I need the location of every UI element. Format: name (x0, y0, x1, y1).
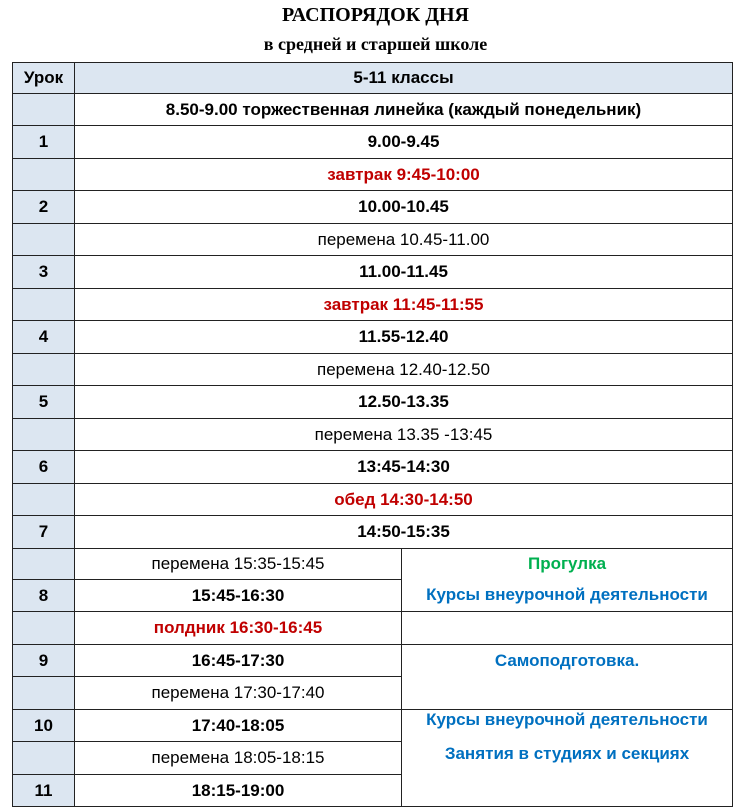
lesson-time: 14:50-15:35 (75, 516, 733, 549)
lesson-number: 11 (13, 775, 75, 807)
table-row (13, 612, 733, 645)
lesson-number-empty (13, 224, 75, 256)
table-row (13, 516, 733, 549)
table-row (13, 451, 733, 484)
table-row (13, 645, 733, 677)
break-cell: перемена 12.40-12.50 (75, 354, 733, 386)
schedule-table (12, 62, 733, 807)
table-row (13, 419, 733, 451)
table-row (13, 159, 733, 191)
lesson-number: 8 (13, 580, 75, 612)
lesson-number: 1 (13, 126, 75, 159)
courses-cell: Курсы внеурочной деятельности (402, 710, 733, 742)
lesson-time: 10.00-10.45 (75, 191, 733, 224)
snack-cell: полдник 16:30-16:45 (75, 612, 402, 645)
breakfast-cell: завтрак 11:45-11:55 (75, 289, 733, 321)
lesson-time: 17:40-18:05 (75, 710, 402, 742)
header-lesson: Урок (13, 63, 75, 94)
lesson-number: 9 (13, 645, 75, 677)
lesson-number: 5 (13, 386, 75, 419)
walk-cell: Прогулка (402, 549, 733, 580)
self-study-cell: Самоподготовка. (402, 645, 733, 710)
lesson-number-empty (13, 484, 75, 516)
break-cell: перемена 15:35-15:45 (75, 549, 402, 580)
lesson-time: 11.00-11.45 (75, 256, 733, 289)
lesson-number: 7 (13, 516, 75, 549)
breakfast-cell: завтрак 9:45-10:00 (75, 159, 733, 191)
lesson-number: 3 (13, 256, 75, 289)
page-title: РАСПОРЯДОК ДНЯ (282, 4, 469, 26)
table-row (13, 710, 733, 742)
break-cell: перемена 13.35 -13:45 (75, 419, 733, 451)
lesson-number-empty (13, 742, 75, 775)
lesson-time: 18:15-19:00 (75, 775, 402, 807)
lesson-number-empty (13, 549, 75, 580)
break-cell: перемена 17:30-17:40 (75, 677, 402, 710)
lesson-number: 6 (13, 451, 75, 484)
table-row (13, 386, 733, 419)
table-row (13, 191, 733, 224)
lesson-number-empty (13, 419, 75, 451)
lesson-number-empty (13, 289, 75, 321)
lesson-number-empty (13, 159, 75, 191)
lesson-time: 13:45-14:30 (75, 451, 733, 484)
lesson-number-empty (13, 94, 75, 126)
lesson-number-empty (13, 612, 75, 645)
lunch-cell: обед 14:30-14:50 (75, 484, 733, 516)
lesson-time: 16:45-17:30 (75, 645, 402, 677)
lesson-number-empty (13, 677, 75, 710)
break-cell: перемена 10.45-11.00 (75, 224, 733, 256)
page-subtitle: в средней и старшей школе (263, 34, 488, 54)
courses-cell: Курсы внеурочной деятельности (402, 580, 733, 612)
table-row (13, 126, 733, 159)
header-classes: 5-11 классы (75, 63, 733, 94)
lesson-time: 11.55-12.40 (75, 321, 733, 354)
table-row (13, 321, 733, 354)
lesson-time: 15:45-16:30 (75, 580, 402, 612)
empty-cell (402, 612, 733, 645)
table-row (13, 256, 733, 289)
table-row (13, 289, 733, 321)
table-row (13, 94, 733, 126)
lesson-time: 12.50-13.35 (75, 386, 733, 419)
lesson-number-empty (13, 354, 75, 386)
table-row (13, 549, 733, 580)
table-row (13, 224, 733, 256)
table-row (13, 580, 733, 612)
table-row (13, 354, 733, 386)
lesson-number: 10 (13, 710, 75, 742)
table-row (13, 484, 733, 516)
lesson-number: 4 (13, 321, 75, 354)
table-row (13, 742, 733, 775)
break-cell: перемена 18:05-18:15 (75, 742, 402, 775)
lesson-time: 9.00-9.45 (75, 126, 733, 159)
lesson-number: 2 (13, 191, 75, 224)
studios-cell: Занятия в студиях и секциях (402, 742, 733, 807)
assembly-cell: 8.50-9.00 торжественная линейка (каждый понедельник) (75, 94, 733, 126)
table-header-row (13, 63, 733, 94)
